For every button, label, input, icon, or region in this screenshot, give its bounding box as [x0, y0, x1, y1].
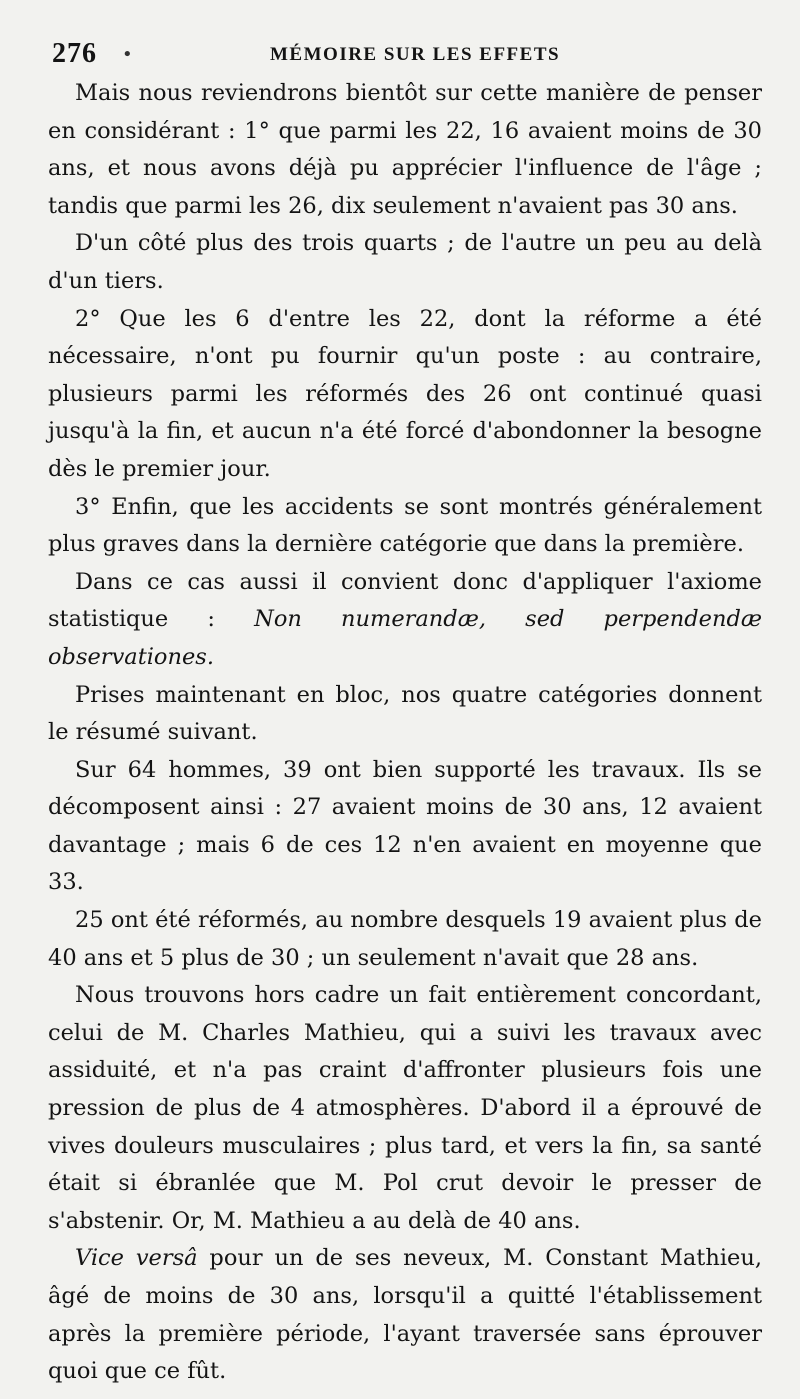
paragraph: Nous trouvons hors cadre un fait entièrement concordant, celui de M. Charles Mathieu, qui a suivi les travaux avec assiduité, et n'a pas craint d'affronter plusieurs fois une pression de plus de 4 atmosphères. D'abord il a éprouvé de vives douleurs musculaires ; plus tard, et vers la fin, sa santé était si ébranlée que M. Pol crut devoir le presser de s'abstenir. Or, M. Mathieu a au delà de 40 ans.	[48, 982, 762, 1234]
paragraph-text: Dans ce cas aussi il convient donc d'appliquer l'axiome statistique :	[48, 568, 762, 633]
header-separator: •	[122, 44, 133, 65]
page-number: 276	[52, 38, 97, 69]
running-title: MÉMOIRE SUR LES EFFETS	[270, 44, 561, 65]
paragraph: D'un côté plus des trois quarts ; de l'autre un peu au delà d'un tiers.	[48, 230, 762, 294]
paragraph: 3° Enfin, que les accidents se sont montrés généralement plus graves dans la dernière catégorie que dans la première.	[48, 493, 762, 558]
paragraph-text: pour un de ses neveux, M. Constant Mathieu, âgé de moins de 30 ans, lorsqu'il a quitté l'établissement après la première période, l'ayant traversée sans éprouver quoi que ce fût.	[48, 1245, 762, 1385]
paragraph: Mais nous reviendrons bientôt sur cette manière de penser en considérant : 1° que parmi les 22, 16 avaient moins de 30 ans, et nous avons déjà pu apprécier l'influence de l'âge ; tandis que parmi les 26, dix seulement n'avaient pas 30 ans.	[48, 80, 762, 219]
page-body	[48, 75, 762, 1391]
latin-phrase: Vice versâ	[75, 1245, 198, 1272]
paragraph: Sur 64 hommes, 39 ont bien supporté les travaux. Ils se décomposent ainsi : 27 avaient moins de 30 ans, 12 avaient davantage ; mais 6 de ces 12 n'en avaient en moyenne que 33.	[48, 756, 762, 896]
paragraph	[48, 564, 762, 677]
latin-axiom: Non numerandæ, sed perpendendæ observationes.	[48, 606, 763, 670]
paragraph: 25 ont été réformés, au nombre desquels 19 avaient plus de 40 ans et 5 plus de 30 ; un seulement n'avait que 28 ans.	[48, 907, 762, 971]
paragraph: 2° Que les 6 d'entre les 22, dont la réforme a été nécessaire, n'ont pu fournir qu'un poste : au contraire, plusieurs parmi les réformés des 26 ont continué quasi jusqu'à la fin, et aucun n'a été forcé d'abondonner la besogne dès le premier jour.	[48, 305, 762, 482]
paragraph: Prises maintenant en bloc, nos quatre catégories donnent le résumé suivant.	[48, 681, 762, 746]
page-header	[40, 30, 760, 70]
paragraph	[48, 1240, 762, 1390]
